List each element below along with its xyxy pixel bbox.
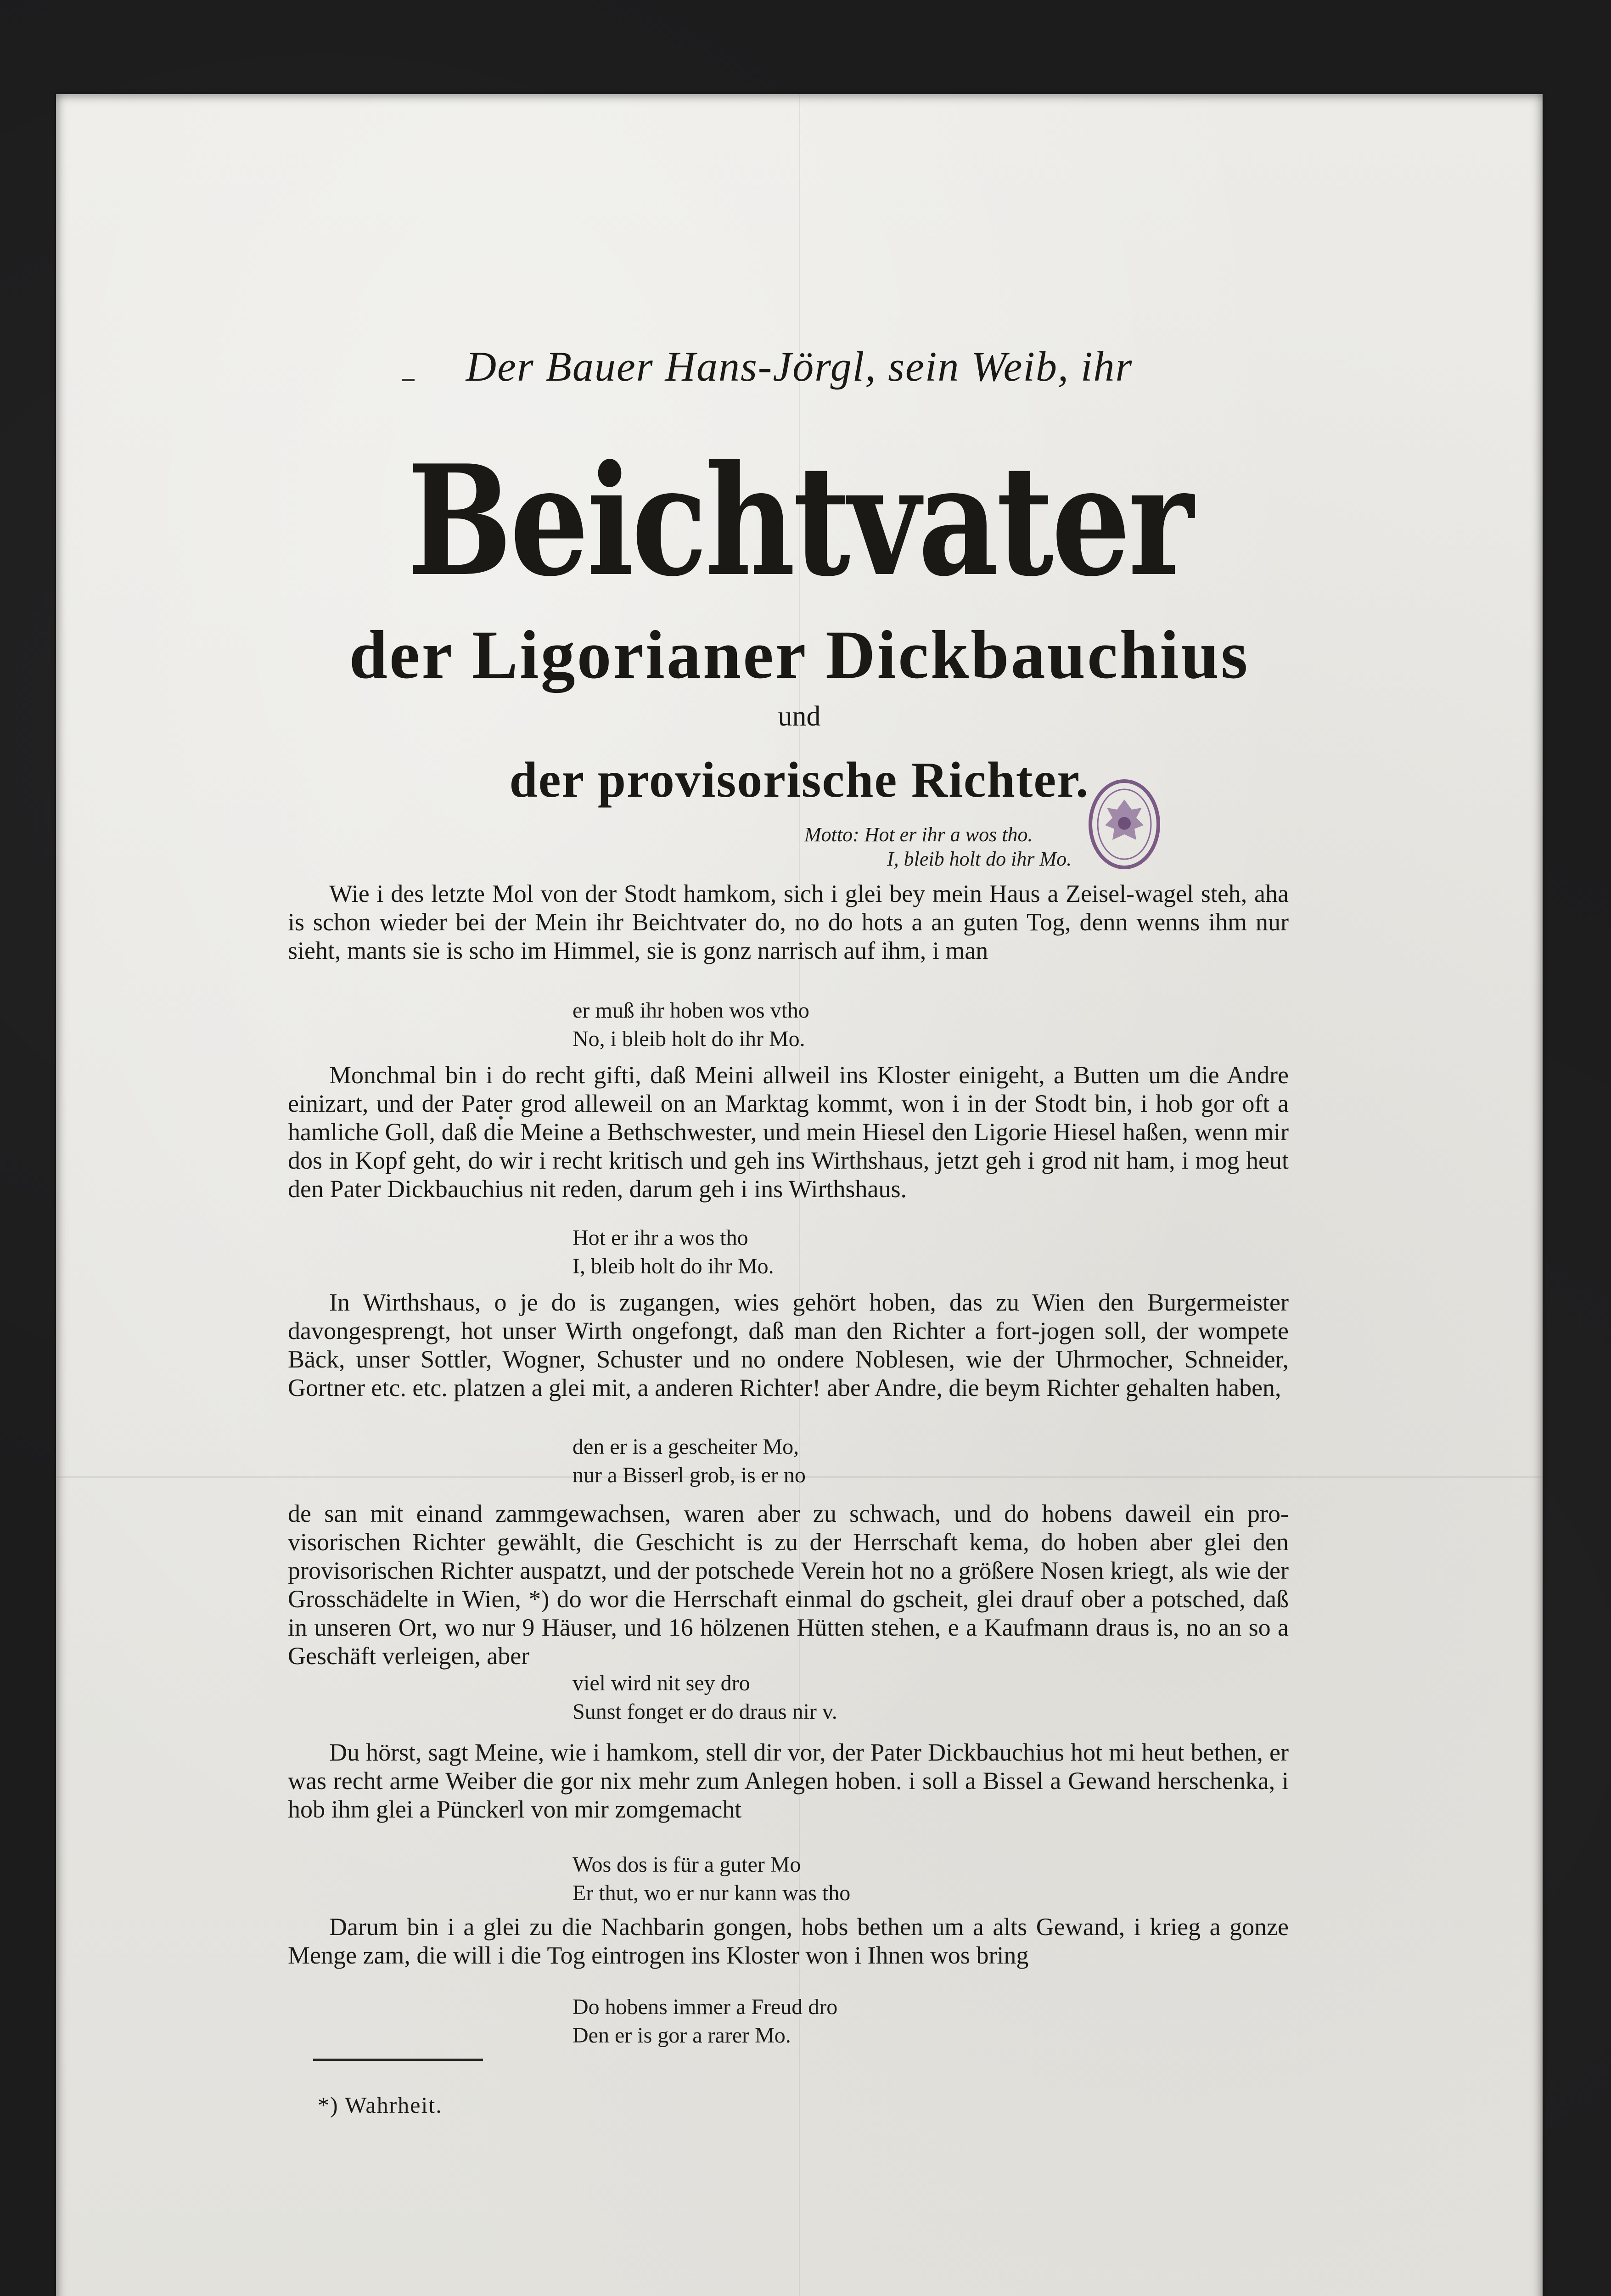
verse-6-line-2: Den er is gor a rarer Mo. xyxy=(573,2023,791,2048)
footnote-rule xyxy=(313,2059,483,2061)
conjunction: und xyxy=(778,701,821,732)
verse-2-line-1: Hot er ihr a wos tho xyxy=(573,1226,748,1250)
verse-2-line-2: I, bleib holt do ihr Mo. xyxy=(573,1254,774,1278)
verse-3-line-2: nur a Bisserl grob, is er no xyxy=(573,1463,806,1487)
verse-5-line-1: Wos dos is für a guter Mo xyxy=(573,1852,801,1877)
verse-5-line-2: Er thut, wo er nur kann was tho xyxy=(573,1881,851,1905)
verse-4-line-2: Sunst fonget er do draus nir v. xyxy=(573,1699,837,1724)
paragraph-5: Du hörst, sagt Meine, wie i hamkom, stell dir vor, der Pater Dickbauchius hot mi heut bethen, er was recht arme Weiber die gor nix mehr zum Anlegen hoben. i soll a Bissel a Gewand herschenka, i hob ihm glei a Pünckerl von mir zomgemacht xyxy=(288,1739,1289,1823)
page-title: Beichtvater xyxy=(407,432,1192,610)
motto-line-1: Motto: Hot er ihr a wos tho. xyxy=(804,823,1033,846)
paragraph-2: Monchmal bin i do recht gifti, daß Meini allweil ins Kloster einigeht, a Butten um die Andre einizart, und der Pater grod alleweil on an Marktag kommt, won i in der Stodt bin, i hob gor oft a hamliche Goll, daß die Meine a Bethschwester, und mein Hiesel den Ligorie Hiesel haßen, wenn mir dos in Kopf geht, do wir i recht kritisch und geh ins Wirthshaus, jetzt geh i grod nit ham, i mog heut den Pater Dickbauchius nit reden, darum geh i ins Wirthshaus. xyxy=(288,1061,1289,1203)
verse-3-line-1: den er is a gescheiter Mo, xyxy=(573,1435,799,1459)
document-sheet xyxy=(56,94,1543,2296)
footnote: *) Wahrheit. xyxy=(318,2092,443,2118)
subtitle: der Ligorianer Dickbauchius xyxy=(349,617,1250,693)
paragraph-1: Wie i des letzte Mol von der Stodt hamkom, sich i glei bey mein Haus a Zeisel-wagel steh, aha is schon wieder bei der Mein ihr Beichtvater do, no do hots a an guten Tog, denn wenns ihm nur sieht, mants sie is scho im Himmel, sie is gonz narrisch auf ihm, i man xyxy=(288,880,1289,964)
byline: Der Bauer Hans-Jörgl, sein Weib, ihr xyxy=(466,343,1133,390)
paragraph-4: de san mit einand zammgewachsen, waren aber zu schwach, und do hobens daweil ein pro-visorischen Richter gewählt, die Geschicht is zu der Herrschaft kema, do hoben aber glei den provisorischen Richter auspatzt, und der potschede Verein hot no a größere Nosen kriegt, als wie der Grosschädelte in Wien, *) do wor die Herrschaft einmal do gscheit, glei drauf ober a potsched, daß in unseren Ort, wo nur 9 Häuser, und 16 hölzenen Hütten stehen, e a Kaufmann draus is, no an so a Geschäft verleigen, aber xyxy=(288,1500,1289,1670)
verse-1-line-1: er muß ihr hoben wos vtho xyxy=(573,998,809,1023)
paragraph-6: Darum bin i a glei zu die Nachbarin gongen, hobs bethen um a alts Gewand, i krieg a gonze Menge zam, die will i die Tog eintrogen ins Kloster won i Ihnen wos bring xyxy=(288,1913,1289,1969)
paragraph-3: In Wirthshaus, o je do is zugangen, wies gehört hoben, das zu Wien den Burgermeister davongesprengt, hot unser Wirth ongefongt, daß man den Richter a fort-jogen soll, der wompete Bäck, unser Sottler, Wogner, Schuster und no ondere Noblesen, wie der Uhrmocher, Schneider, Gortner etc. etc. platzen a glei mit, a anderen Richter! aber Andre, die beym Richter gehalten haben, xyxy=(288,1289,1289,1401)
motto-line-2: I, bleib holt do ihr Mo. xyxy=(887,848,1072,870)
verse-4-line-1: viel wird nit sey dro xyxy=(573,1671,750,1695)
library-stamp xyxy=(1087,777,1162,872)
subtitle-2: der provisorische Richter. xyxy=(509,752,1089,808)
verse-1-line-2: No, i bleib holt do ihr Mo. xyxy=(573,1027,805,1051)
verse-6-line-1: Do hobens immer a Freud dro xyxy=(573,1995,838,2019)
